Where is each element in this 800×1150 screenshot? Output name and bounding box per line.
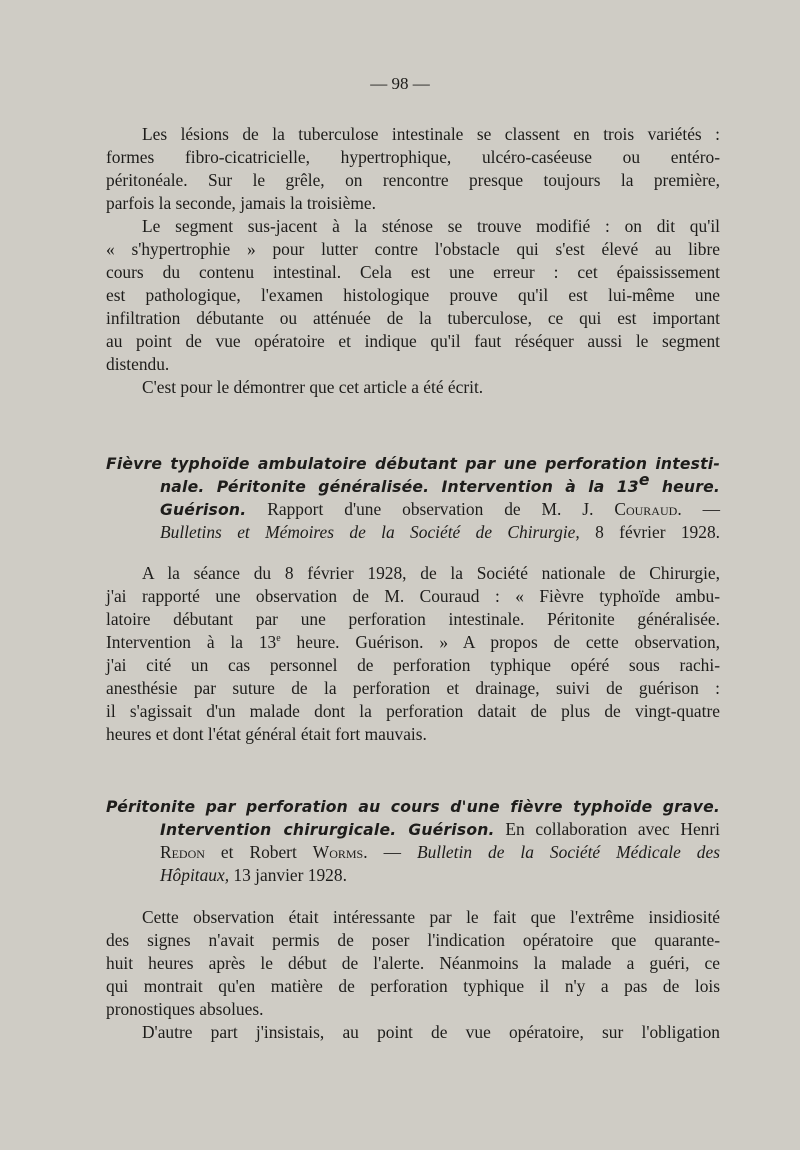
- author-name: Couraud: [614, 499, 678, 519]
- text-line: qui montrait qu'en matière de perforation typhique il n'y a pas de lois: [106, 976, 720, 996]
- text-line: Cette observation était intéressante par le fait que l'extrême insidiosité: [142, 907, 720, 927]
- text-line: huit heures après le début de l'alerte. Néanmoins la malade a guéri, ce: [106, 953, 720, 973]
- text-line: infiltration débutante ou atténuée de la tuberculose, ce qui est important: [106, 308, 720, 328]
- text-line: est pathologique, l'examen histologique prouve qu'il est lui-même une: [106, 285, 720, 305]
- text-line: des signes n'avait permis de poser l'indication opératoire que quarante-: [106, 930, 720, 950]
- entry-title-line: Intervention chirurgicale. Guérison. En collaboration avec Henri: [160, 819, 720, 839]
- text-line: j'ai rapporté une observation de M. Couraud : « Fièvre typhoïde ambu-: [106, 586, 720, 606]
- entry-reference-line: Hôpitaux, 13 janvier 1928.: [160, 865, 347, 885]
- text-line: heures et dont l'état général était fort mauvais.: [106, 724, 427, 744]
- text-line: j'ai cité un cas personnel de perforation typhique opéré sous rachi-: [106, 655, 720, 675]
- text-line: « s'hypertrophie » pour lutter contre l'obstacle qui s'est élevé au libre: [106, 239, 720, 259]
- author-name: Worms: [312, 842, 364, 862]
- author-name: Redon: [160, 842, 205, 862]
- entry-title-line: Fièvre typhoïde ambulatoire débutant par une perforation intesti-: [106, 455, 720, 473]
- page-number: — 98 —: [370, 74, 430, 93]
- text-line: cours du contenu intestinal. Cela est une erreur : cet épaississement: [106, 262, 720, 282]
- text-line: Le segment sus-jacent à la sténose se trouve modifié : on dit qu'il: [142, 216, 720, 236]
- text-line: il s'agissait d'un malade dont la perforation datait de plus de vingt-quatre: [106, 701, 720, 721]
- entry-reference-line: Guérison. Rapport d'une observation de M. J. Couraud. —: [160, 499, 720, 519]
- entry-reference-line: Redon et Robert Worms. — Bulletin de la Société Médicale des: [160, 842, 720, 862]
- text-line: péritonéale. Sur le grêle, on rencontre presque toujours la première,: [106, 170, 720, 190]
- text-line: parfois la seconde, jamais la troisième.: [106, 193, 376, 213]
- text-line: A la séance du 8 février 1928, de la Société nationale de Chirurgie,: [142, 563, 720, 583]
- journal-name: Bulletin de la Société Médicale des: [416, 842, 720, 862]
- text-line: au point de vue opératoire et indique qu'il faut réséquer aussi le segment: [106, 331, 720, 351]
- text-line: D'autre part j'insistais, au point de vue opératoire, sur l'obligation: [142, 1022, 720, 1042]
- journal-name: Bulletins et Mémoires de la Société de Chirurgie,: [160, 522, 580, 542]
- text-line: latoire débutant par une perforation intestinale. Péritonite généralisée.: [106, 609, 720, 629]
- text-line: Les lésions de la tuberculose intestinale se classent en trois variétés :: [142, 124, 720, 144]
- entry-reference-line: Bulletins et Mémoires de la Société de Chirurgie, 8 février 1928.: [160, 522, 720, 542]
- entry-title-line: Péritonite par perforation au cours d'une fièvre typhoïde grave.: [106, 798, 720, 816]
- text-line: Intervention à la 13e heure. Guérison. » A propos de cette observation,: [106, 632, 720, 652]
- text-line: distendu.: [106, 354, 170, 374]
- text-line: C'est pour le démontrer que cet article a été écrit.: [142, 377, 484, 397]
- text-line: pronostiques absolues.: [106, 999, 264, 1019]
- entry-title-line: nale. Péritonite généralisée. Intervention à la 13e heure.: [160, 471, 720, 496]
- text-line: anesthésie par suture de la perforation et drainage, suivi de guérison :: [106, 678, 720, 698]
- text-line: formes fibro-cicatricielle, hypertrophique, ulcéro-caséeuse ou entéro-: [106, 147, 720, 167]
